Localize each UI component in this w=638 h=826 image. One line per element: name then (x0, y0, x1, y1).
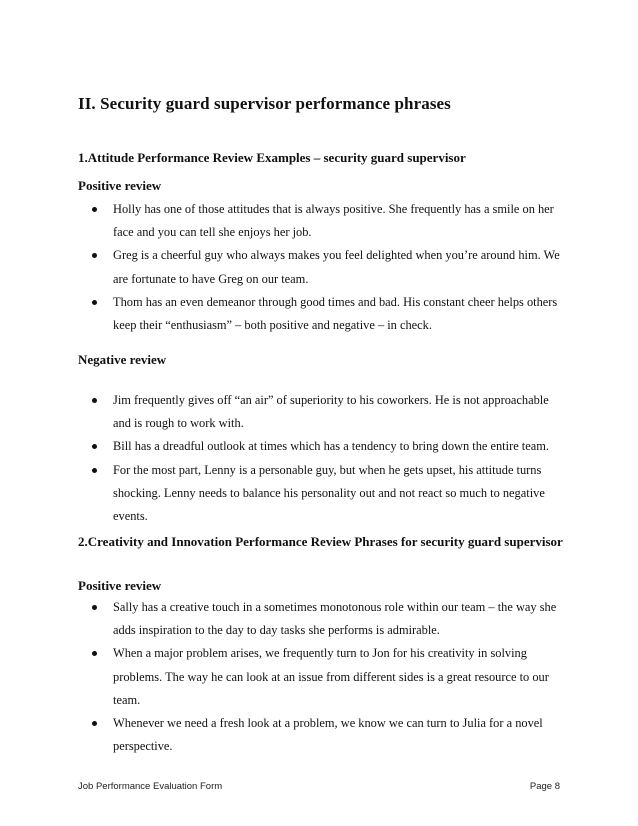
bullet-icon (92, 444, 97, 449)
attitude-positive-list (0, 198, 638, 337)
footer-page-number: Page 8 (529, 781, 560, 792)
attitude-negative-label: Negative review (78, 352, 167, 367)
list-item: For the most part, Lenny is a personable guy, but when he gets upset, his attitude turns shocking. Lenny needs to balance his personality out and not react so much to negative events. (0, 459, 638, 529)
bullet-icon (92, 468, 97, 473)
bullet-icon (92, 605, 97, 610)
list-item: Sally has a creative touch in a sometimes monotonous role within our team – the way she adds inspiration to the day to day tasks she performs is admirable. (0, 596, 638, 642)
creativity-positive-list (0, 596, 638, 758)
attitude-heading: 1.Attitude Performance Review Examples – security guard supervisor (78, 150, 466, 165)
list-item: When a major problem arises, we frequently turn to Jon for his creativity in solving problems. The way he can look at an issue from different sides is a great resource to our team. (0, 642, 638, 712)
attitude-positive-label: Positive review (78, 178, 162, 193)
list-item: Whenever we need a fresh look at a problem, we know we can turn to Julia for a novel perspective. (0, 712, 638, 758)
list-item: Thom has an even demeanor through good times and bad. His constant cheer helps others keep their “enthusiasm” – both positive and negative – in check. (0, 291, 638, 337)
bullet-icon (92, 300, 97, 305)
section-title: II. Security guard supervisor performance phrases (78, 94, 451, 113)
list-item: Bill has a dreadful outlook at times which has a tendency to bring down the entire team. (0, 435, 638, 458)
footer-form-title: Job Performance Evaluation Form (78, 781, 223, 792)
bullet-icon (92, 721, 97, 726)
bullet-icon (92, 207, 97, 212)
creativity-positive-label: Positive review (78, 578, 162, 593)
list-item: Jim frequently gives off “an air” of superiority to his coworkers. He is not approachable and is rough to work with. (0, 389, 638, 435)
bullet-icon (92, 651, 97, 656)
list-item: Holly has one of those attitudes that is always positive. She frequently has a smile on her face and you can tell she enjoys her job. (0, 198, 638, 244)
creativity-heading: 2.Creativity and Innovation Performance Review Phrases for security guard supervisor (78, 534, 563, 549)
bullet-icon (92, 253, 97, 258)
bullet-icon (92, 398, 97, 403)
list-item: Greg is a cheerful guy who always makes you feel delighted when you’re around him. We are fortunate to have Greg on our team. (0, 244, 638, 290)
attitude-negative-list (0, 389, 638, 528)
